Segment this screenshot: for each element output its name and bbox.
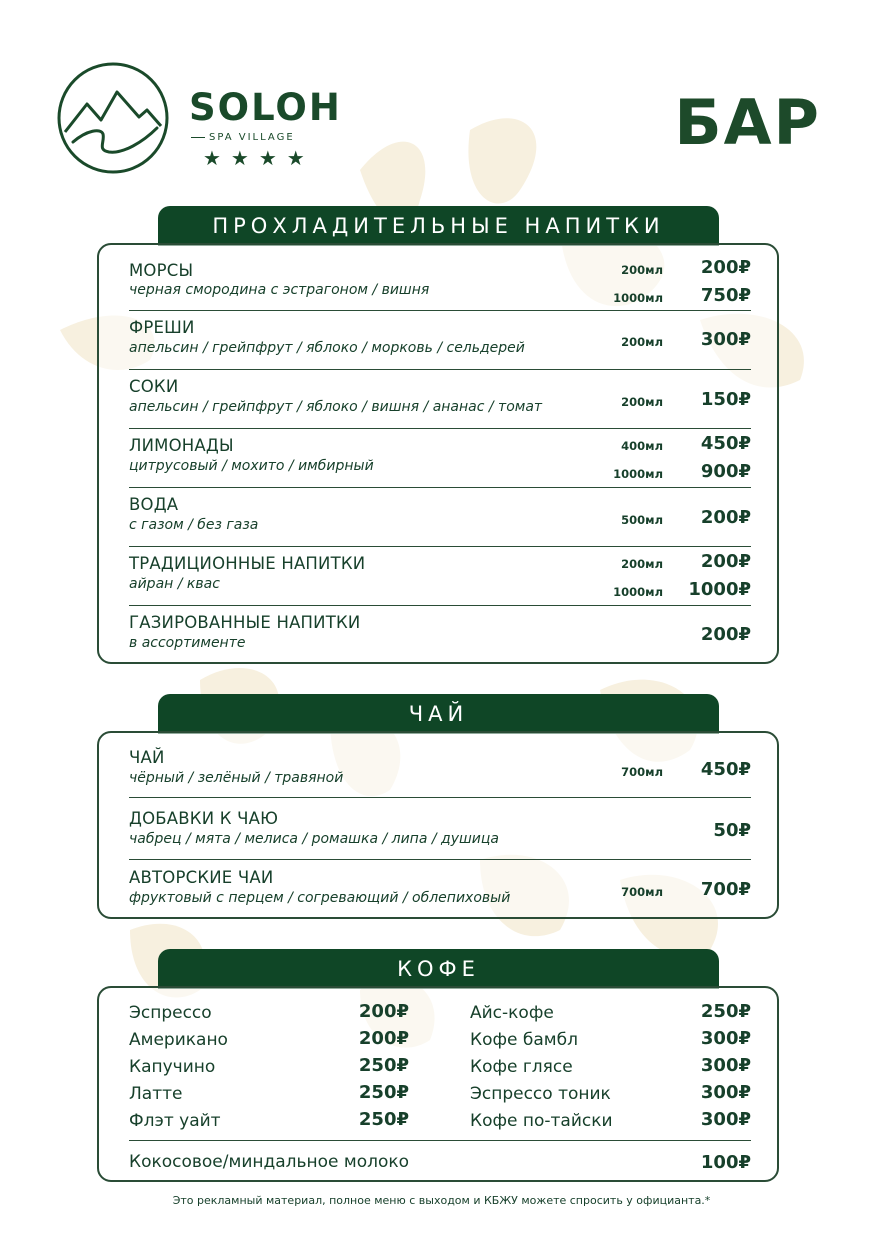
item-price: 200₽ — [700, 507, 751, 528]
brand-subtitle: SPA VILLAGE — [191, 132, 295, 143]
item-name: ДОБАВКИ К ЧАЮ — [129, 809, 279, 828]
item-volume: 1000мл — [613, 467, 663, 481]
coffee-divider — [129, 1140, 751, 1141]
item-description: апельсин / грейпфрут / яблоко / морковь / сельдерей — [129, 340, 525, 356]
menu-item — [129, 429, 751, 488]
section-title-cold-drinks: ПРОХЛАДИТЕЛЬНЫЕ НАПИТКИ — [158, 206, 719, 246]
item-description: цитрусовый / мохито / имбирный — [129, 458, 374, 474]
coffee-item-price: 200₽ — [358, 1028, 409, 1049]
coffee-item-name: Американо — [129, 1030, 228, 1050]
menu-item — [129, 488, 751, 547]
coffee-item-price: 250₽ — [700, 1001, 751, 1022]
brand-stars: ★★★★ — [203, 146, 315, 170]
item-volume: 200мл — [621, 557, 663, 571]
item-volume: 500мл — [621, 513, 663, 527]
item-description: чёрный / зелёный / травяной — [129, 770, 344, 786]
item-price: 300₽ — [700, 329, 751, 350]
coffee-item-name: Эспрессо — [129, 1003, 212, 1023]
menu-item — [129, 798, 751, 860]
section-tea — [97, 731, 779, 919]
coffee-extra-name: Кокосовое/миндальное молоко — [129, 1152, 410, 1172]
item-description: айран / квас — [129, 576, 220, 592]
menu-item — [129, 257, 751, 311]
item-description: чабрец / мята / мелиса / ромашка / липа / душица — [129, 831, 500, 847]
menu-item — [129, 606, 751, 662]
coffee-item-price: 300₽ — [700, 1082, 751, 1103]
coffee-item-price: 300₽ — [700, 1055, 751, 1076]
mountain-logo-icon — [57, 62, 169, 174]
item-volume: 1000мл — [613, 585, 663, 599]
section-title-coffee: КОФЕ — [158, 949, 719, 989]
coffee-item-name: Кофе бамбл — [470, 1030, 578, 1050]
item-volume: 200мл — [621, 335, 663, 349]
item-volume: 400мл — [621, 439, 663, 453]
footer-disclaimer: Это рекламный материал, полное меню с выходом и КБЖУ можете спросить у официанта.* — [172, 1194, 711, 1207]
item-name: МОРСЫ — [129, 261, 194, 280]
coffee-item-price: 250₽ — [358, 1055, 409, 1076]
menu-item — [129, 370, 751, 429]
item-name: ГАЗИРОВАННЫЕ НАПИТКИ — [129, 613, 361, 632]
item-volume: 700мл — [621, 885, 663, 899]
item-name: АВТОРСКИЕ ЧАИ — [129, 868, 274, 887]
coffee-item-name: Капучино — [129, 1057, 216, 1077]
item-price: 700₽ — [700, 879, 751, 900]
item-volume: 1000мл — [613, 291, 663, 305]
brand-logo — [57, 62, 347, 174]
item-price: 150₽ — [700, 389, 751, 410]
item-price: 1000₽ — [688, 579, 751, 600]
coffee-item-name: Эспрессо тоник — [470, 1084, 611, 1104]
item-price: 750₽ — [700, 285, 751, 306]
menu-item — [129, 547, 751, 606]
coffee-item-price: 300₽ — [700, 1109, 751, 1130]
item-name: ВОДА — [129, 495, 179, 514]
coffee-item-name: Кофе по-тайски — [470, 1111, 613, 1131]
page-title: БАР — [674, 86, 821, 159]
item-name: ЧАЙ — [129, 748, 165, 767]
coffee-item-price: 250₽ — [358, 1109, 409, 1130]
item-price: 50₽ — [713, 820, 751, 841]
item-volume: 200мл — [621, 395, 663, 409]
item-name: СОКИ — [129, 377, 179, 396]
coffee-extra-price: 100₽ — [700, 1152, 751, 1173]
coffee-item-name: Айс-кофе — [470, 1003, 554, 1023]
item-price: 200₽ — [700, 551, 751, 572]
item-description: апельсин / грейпфрут / яблоко / вишня / ананас / томат — [129, 399, 543, 415]
coffee-item-name: Кофе глясе — [470, 1057, 573, 1077]
item-price: 900₽ — [700, 461, 751, 482]
brand-name: SOLOH — [189, 86, 342, 129]
section-coffee — [97, 986, 779, 1182]
menu-item — [129, 741, 751, 798]
item-price: 450₽ — [700, 433, 751, 454]
item-description: фруктовый с перцем / согревающий / облепиховый — [129, 890, 511, 906]
item-name: ФРЕШИ — [129, 318, 195, 337]
item-price: 450₽ — [700, 759, 751, 780]
item-description: в ассортименте — [129, 635, 246, 651]
section-cold-drinks — [97, 243, 779, 664]
item-price: 200₽ — [700, 257, 751, 278]
item-description: с газом / без газа — [129, 517, 259, 533]
section-title-tea: ЧАЙ — [158, 694, 719, 734]
menu-item — [129, 311, 751, 370]
item-volume: 700мл — [621, 765, 663, 779]
item-price: 200₽ — [700, 624, 751, 645]
coffee-item-price: 200₽ — [358, 1001, 409, 1022]
item-description: черная смородина с эстрагоном / вишня — [129, 282, 430, 298]
item-volume: 200мл — [621, 263, 663, 277]
coffee-item-price: 300₽ — [700, 1028, 751, 1049]
coffee-item-name: Латте — [129, 1084, 183, 1104]
menu-item — [129, 860, 751, 917]
coffee-item-name: Флэт уайт — [129, 1111, 221, 1131]
item-name: ТРАДИЦИОННЫЕ НАПИТКИ — [129, 554, 366, 573]
coffee-item-price: 250₽ — [358, 1082, 409, 1103]
item-name: ЛИМОНАДЫ — [129, 436, 234, 455]
